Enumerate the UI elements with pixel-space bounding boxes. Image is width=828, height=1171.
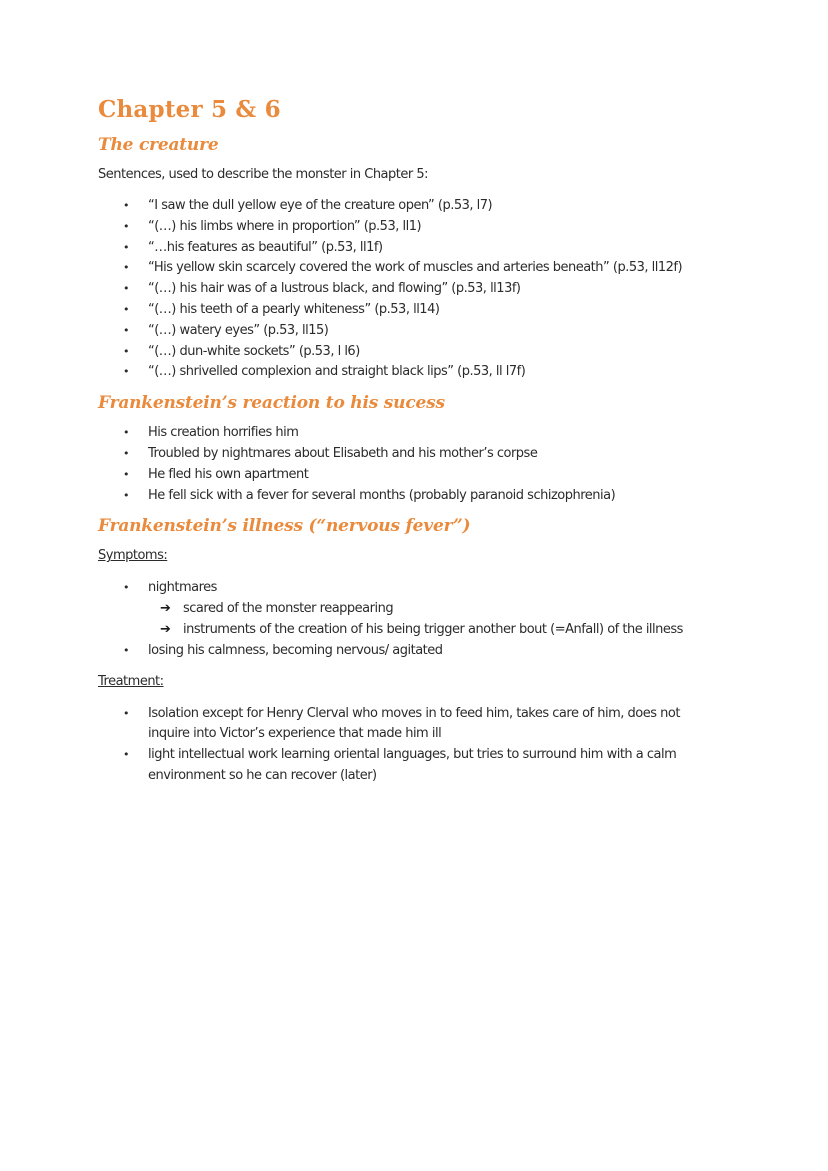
bullet-icon: • (123, 261, 129, 275)
list-item-text: “I saw the dull yellow eye of the creature open” (p.53, l7) (148, 198, 493, 213)
list-item (98, 217, 738, 238)
bullet-icon: • (123, 488, 129, 502)
creature-intro: Sentences, used to describe the monster in Chapter 5: (98, 167, 429, 182)
bullet-icon: • (123, 446, 129, 460)
list-item-text: light intellectual work learning oriental languages, but tries to surround him with a calm environment so he can recover (later) (148, 747, 677, 783)
bullet-icon: • (123, 240, 129, 254)
page-title: Chapter 5 & 6 (98, 96, 281, 123)
arrow-right-icon: ➔ (160, 601, 171, 617)
list-item-text: nightmares (148, 580, 217, 596)
list-item (98, 444, 738, 465)
bullet-icon: • (123, 643, 129, 657)
list-item-text: He fled his own apartment (148, 466, 309, 482)
symptoms-label: Symptoms: (98, 548, 168, 564)
list-item-text: losing his calmness, becoming nervous/ agitated (148, 642, 443, 658)
list-item (98, 641, 738, 662)
list-item-text: Troubled by nightmares about Elisabeth and his mother’s corpse (148, 445, 538, 461)
symptoms-list (98, 578, 738, 661)
list-item (98, 423, 738, 444)
list-item-text: “(…) his hair was of a lustrous black, and flowing” (p.53, ll13f) (148, 281, 521, 297)
reaction-list (98, 423, 738, 506)
list-item-text: His creation horrifies him (148, 425, 299, 441)
list-item-text: “(…) his limbs where in proportion” (p.53, ll1) (148, 218, 422, 234)
list-item-text: Isolation except for Henry Clerval who moves in to feed him, takes care of him, does not inquire into Victor’s experience that made him ill (148, 705, 680, 742)
bullet-icon: • (123, 219, 129, 233)
list-item (98, 704, 738, 746)
list-item (98, 238, 738, 259)
bullet-icon: • (123, 323, 129, 337)
bullet-icon: • (123, 302, 129, 316)
treatment-label: Treatment: (98, 673, 164, 689)
sub-list-item-text: scared of the monster reappearing (183, 601, 394, 617)
sub-list-item-text: instruments of the creation of his being trigger another bout (=Anfall) of the illness (183, 621, 683, 637)
list-item (98, 300, 738, 321)
bullet-icon: • (123, 748, 129, 762)
list-item-text: “His yellow skin scarcely covered the work of muscles and arteries beneath” (p.53, ll12f) (148, 260, 683, 276)
list-item (98, 196, 738, 217)
list-item (98, 745, 738, 787)
creature-quote-list (98, 196, 738, 383)
bullet-icon: • (123, 282, 129, 296)
list-item (98, 342, 738, 363)
list-item (98, 578, 738, 640)
bullet-icon: • (123, 581, 129, 595)
list-item (98, 465, 738, 486)
bullet-icon: • (123, 344, 129, 358)
list-item-text: “(…) watery eyes” (p.53, ll15) (148, 322, 329, 338)
bullet-icon: • (123, 426, 129, 440)
list-item-text: “(…) dun-white sockets” (p.53, l l6) (148, 343, 360, 359)
bullet-icon: • (123, 706, 129, 720)
section-heading-reaction: Frankenstein’s reaction to his sucess (98, 393, 445, 414)
list-item (98, 279, 738, 300)
treatment-list (98, 704, 738, 787)
bullet-icon: • (123, 199, 129, 212)
list-item (98, 486, 738, 507)
list-item-text: He fell sick with a fever for several months (probably paranoid schizophrenia) (148, 487, 616, 503)
document-page (98, 96, 738, 797)
sub-list-item (148, 620, 738, 641)
list-item-text: “…his features as beautiful” (p.53, ll1f) (148, 239, 383, 255)
list-item-text: “(…) his teeth of a pearly whiteness” (p.53, ll14) (148, 301, 440, 317)
sub-list-item (148, 599, 738, 620)
section-heading-illness: Frankenstein’s illness (“nervous fever”) (98, 516, 471, 537)
bullet-icon: • (123, 467, 129, 481)
list-item (98, 321, 738, 342)
list-item (98, 362, 738, 383)
list-item (98, 258, 738, 279)
section-heading-creature: The creature (98, 135, 219, 155)
list-item-text: “(…) shrivelled complexion and straight black lips” (p.53, ll l7f) (148, 364, 526, 380)
bullet-icon: • (123, 365, 129, 379)
symptoms-sub-list (148, 599, 738, 641)
arrow-right-icon: ➔ (160, 621, 171, 637)
